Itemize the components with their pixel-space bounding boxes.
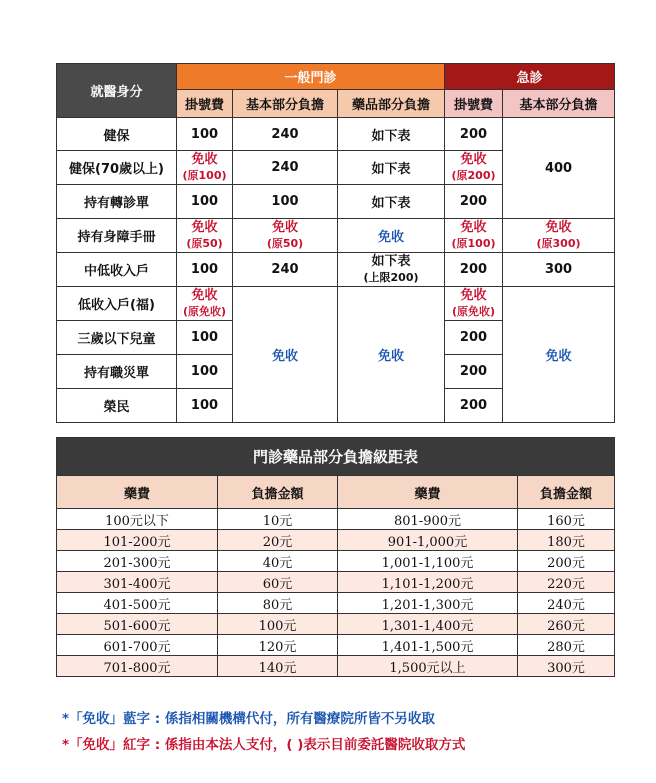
table-row [57, 572, 615, 593]
fee-table [56, 63, 615, 423]
drug-fee-cell: 201-300元 [57, 551, 218, 572]
identity-cell: 三歲以下兒童 [57, 321, 177, 355]
table-row [57, 219, 615, 253]
registration-cell [177, 151, 233, 185]
drug-fee-cell: 1,201-1,300元 [338, 593, 518, 614]
registration-cell: 100 [177, 118, 233, 151]
copay-cell: 280元 [518, 635, 615, 656]
original-fee: (原300) [536, 236, 581, 250]
identity-header: 就醫身分 [57, 64, 177, 118]
er-basic-copay-header: 基本部分負擔 [503, 90, 615, 118]
drug-copay-scale-table [56, 437, 615, 677]
registration-cell: 100 [177, 355, 233, 389]
drug-copay-cell: 如下表 [338, 118, 445, 151]
free-label: 免收 [460, 151, 487, 167]
drug-fee-cell: 100元以下 [57, 509, 218, 530]
general-clinic-header: 一般門診 [177, 64, 445, 90]
basic-copay-free-cell: 免收 [233, 287, 338, 423]
registration-cell [177, 219, 233, 253]
scale-table-title: 門診藥品部分負擔級距表 [57, 438, 615, 476]
copay-cell: 60元 [218, 572, 338, 593]
copay-amount-header: 負擔金額 [518, 476, 615, 509]
drug-copay-cell: 如下表 [338, 185, 445, 219]
table-row [57, 287, 615, 321]
drug-fee-cell: 101-200元 [57, 530, 218, 551]
blue-free-note: *「免收」藍字 : 係指相關機構代付，所有醫療院所皆不另收取 [62, 711, 435, 727]
copay-cell: 100元 [218, 614, 338, 635]
original-fee: (原50) [266, 236, 304, 250]
copay-cell: 260元 [518, 614, 615, 635]
identity-cell: 低收入戶(福) [57, 287, 177, 321]
identity-cell: 中低收入戶 [57, 253, 177, 287]
basic-copay-cell: 100 [233, 185, 338, 219]
copay-cell: 300元 [518, 656, 615, 677]
er-registration-cell: 200 [445, 253, 503, 287]
original-fee: (原50) [186, 236, 223, 250]
registration-cell: 100 [177, 321, 233, 355]
identity-cell: 榮民 [57, 389, 177, 423]
er-registration-cell: 200 [445, 185, 503, 219]
table-row [57, 509, 615, 530]
copay-cell: 200元 [518, 551, 615, 572]
identity-cell: 持有轉診單 [57, 185, 177, 219]
drug-fee-cell: 701-800元 [57, 656, 218, 677]
copay-cell: 10元 [218, 509, 338, 530]
drug-fee-cell: 1,301-1,400元 [338, 614, 518, 635]
copay-cell: 20元 [218, 530, 338, 551]
er-basic-copay-cell [503, 219, 615, 253]
er-registration-cell [445, 151, 503, 185]
identity-cell: 健保(70歲以上) [57, 151, 177, 185]
er-registration-cell [445, 219, 503, 253]
drug-fee-cell: 1,001-1,100元 [338, 551, 518, 572]
free-label: 免收 [271, 219, 298, 235]
emergency-header: 急診 [445, 64, 615, 90]
table-row [57, 656, 615, 677]
table-row [57, 551, 615, 572]
drug-copay-cell: 免收 [338, 219, 445, 253]
basic-copay-cell [233, 219, 338, 253]
drug-fee-header: 藥費 [338, 476, 518, 509]
identity-cell: 持有身障手冊 [57, 219, 177, 253]
drug-fee-cell: 901-1,000元 [338, 530, 518, 551]
registration-cell: 100 [177, 185, 233, 219]
er-basic-copay-free-cell: 免收 [503, 287, 615, 423]
er-registration-cell: 200 [445, 118, 503, 151]
drug-copay-value: 如下表 [371, 253, 411, 269]
drug-fee-header: 藥費 [57, 476, 218, 509]
drug-fee-cell: 1,101-1,200元 [338, 572, 518, 593]
basic-copay-cell: 240 [233, 118, 338, 151]
identity-cell: 健保 [57, 118, 177, 151]
original-fee: (原100) [451, 236, 496, 250]
identity-cell: 持有職災單 [57, 355, 177, 389]
original-fee: (原100) [182, 168, 227, 182]
er-registration-cell: 200 [445, 389, 503, 423]
er-registration-cell: 200 [445, 321, 503, 355]
copay-cell: 160元 [518, 509, 615, 530]
drug-fee-cell: 501-600元 [57, 614, 218, 635]
table-row [57, 593, 615, 614]
table-row [57, 253, 615, 287]
drug-fee-cell: 301-400元 [57, 572, 218, 593]
er-basic-copay-cell: 400 [503, 118, 615, 219]
copay-cell: 180元 [518, 530, 615, 551]
copay-cell: 240元 [518, 593, 615, 614]
table-row [57, 118, 615, 151]
drug-fee-cell: 801-900元 [338, 509, 518, 530]
drug-copay-cap: (上限200) [363, 270, 419, 284]
table-row [57, 635, 615, 656]
drug-copay-header: 藥品部分負擔 [338, 90, 445, 118]
basic-copay-cell: 240 [233, 253, 338, 287]
table-row [57, 614, 615, 635]
registration-cell: 100 [177, 389, 233, 423]
copay-amount-header: 負擔金額 [218, 476, 338, 509]
er-registration-fee-header: 掛號費 [445, 90, 503, 118]
free-label: 免收 [460, 219, 487, 235]
drug-fee-cell: 1,500元以上 [338, 656, 518, 677]
er-basic-copay-cell: 300 [503, 253, 615, 287]
drug-copay-cell: 如下表 [338, 151, 445, 185]
registration-fee-header: 掛號費 [177, 90, 233, 118]
original-fee: (原免收) [451, 304, 496, 318]
original-fee: (原免收) [182, 304, 227, 318]
red-free-note: *「免收」紅字 : 係指由本法人支付，( )表示目前委託醫院收取方式 [62, 737, 466, 753]
drug-fee-cell: 601-700元 [57, 635, 218, 656]
basic-copay-header: 基本部分負擔 [233, 90, 338, 118]
er-registration-cell [445, 287, 503, 321]
drug-copay-free-cell: 免收 [338, 287, 445, 423]
copay-cell: 220元 [518, 572, 615, 593]
drug-fee-cell: 401-500元 [57, 593, 218, 614]
registration-cell: 100 [177, 253, 233, 287]
table-row [57, 530, 615, 551]
copay-cell: 40元 [218, 551, 338, 572]
copay-cell: 140元 [218, 656, 338, 677]
free-label: 免收 [460, 287, 487, 303]
free-label: 免收 [191, 219, 218, 235]
original-fee: (原200) [451, 168, 496, 182]
free-label: 免收 [191, 287, 218, 303]
registration-cell [177, 287, 233, 321]
free-label: 免收 [545, 219, 572, 235]
copay-cell: 120元 [218, 635, 338, 656]
basic-copay-cell: 240 [233, 151, 338, 185]
copay-cell: 80元 [218, 593, 338, 614]
er-registration-cell: 200 [445, 355, 503, 389]
drug-fee-cell: 1,401-1,500元 [338, 635, 518, 656]
free-label: 免收 [191, 151, 218, 167]
drug-copay-cell [338, 253, 445, 287]
